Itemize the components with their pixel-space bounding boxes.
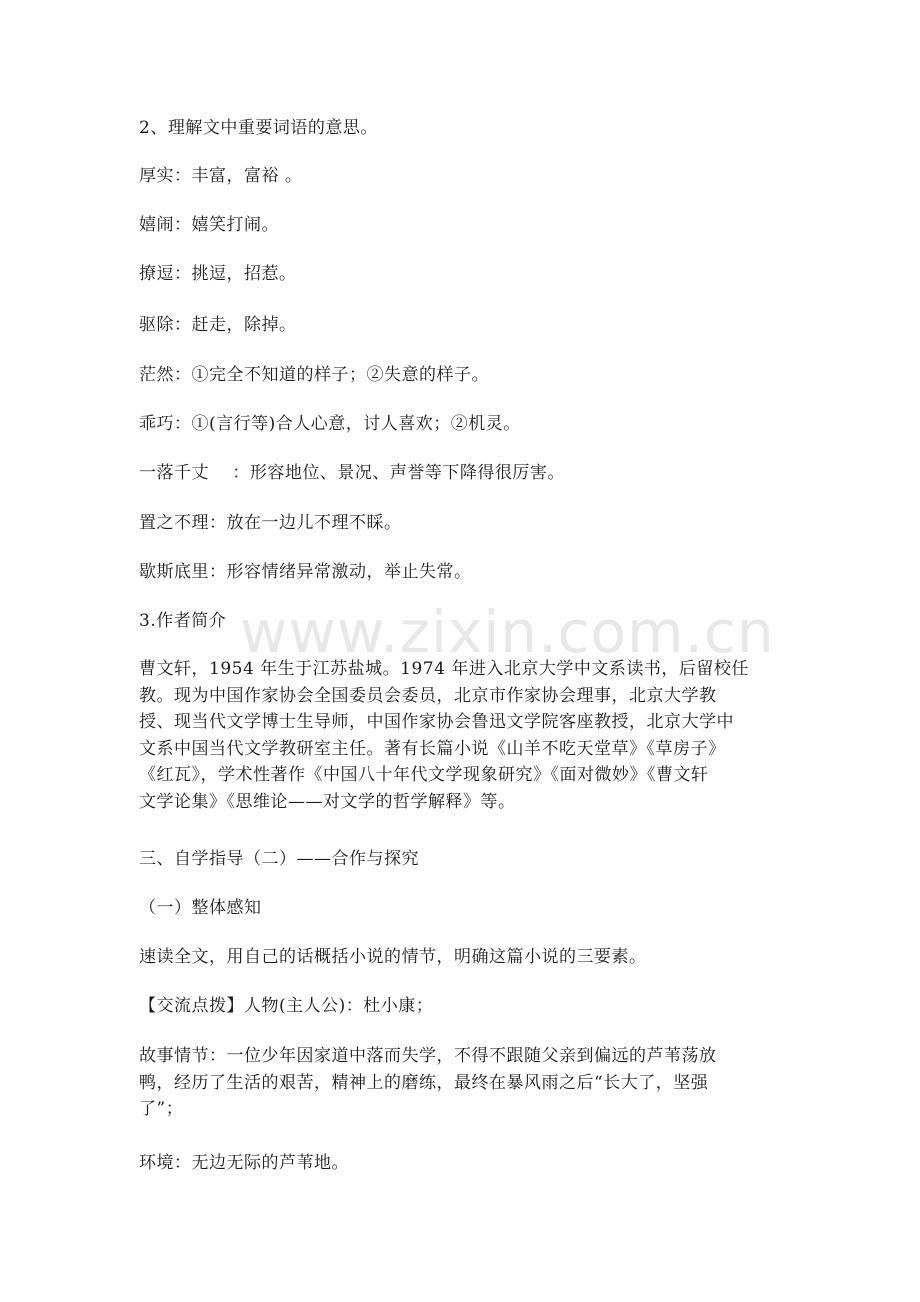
vocab-item: 置之不理：放在一边儿不理不睬。 — [139, 513, 402, 533]
plot-paragraph — [139, 1043, 779, 1123]
vocab-heading: 2、理解文中重要词语的意思。 — [139, 118, 378, 138]
vocab-item: 茫然：①完全不知道的样子；②失意的样子。 — [139, 365, 489, 385]
vocab-item: 乖巧：①(言行等)合人心意，讨人喜欢；②机灵。 — [139, 414, 521, 434]
author-bio-line: 授、现当代文学博士生导师，中国作家协会鲁迅文学院客座教授，北京大学中 — [139, 712, 734, 732]
vocab-item: 嬉闹：嬉笑打闹。 — [139, 215, 279, 235]
plot-line: 鸭，经历了生活的艰苦，精神上的磨练，最终在暴风雨之后“长大了，坚强 — [139, 1072, 709, 1093]
plot-line: 故事情节：一位少年因家道中落而失学，不得不跟随父亲到偏远的芦苇荡放 — [139, 1046, 717, 1066]
author-heading: 3.作者简介 — [139, 611, 227, 631]
plot-line: 了”； — [139, 1099, 184, 1119]
answer-characters: 【交流点拨】人物(主人公)：杜小康； — [139, 996, 434, 1016]
author-bio-line: 教。现为中国作家协会全国委员会委员，北京市作家协会理事，北京大学教 — [139, 685, 717, 706]
vocab-item: 厚实：丰富，富裕 。 — [139, 166, 303, 186]
section-title: 三、自学指导（二）——合作与探究 — [139, 849, 419, 869]
vocab-item: 撩逗：挑逗，招惹。 — [139, 264, 297, 284]
watermark: www.zixin.com.cn — [240, 598, 775, 666]
author-bio-line: 文系中国当代文学教研室主任。著有长篇小说《山羊不吃天堂草》《草房子》 — [139, 738, 726, 759]
author-bio-line: 曹文轩，1954 年生于江苏盐城。1974 年进入北京大学中文系读书，后留校任 — [139, 659, 749, 679]
vocab-item: 一落千丈 ：形容地位、景况、声誉等下降得很厉害。 — [139, 463, 565, 483]
subsection-title: （一）整体感知 — [139, 898, 262, 918]
vocab-item: 歇斯底里：形容情绪异常激动，举止失常。 — [139, 562, 472, 582]
environment-text: 环境：无边无际的芦苇地。 — [139, 1153, 349, 1173]
task-text: 速读全文，用自己的话概括小说的情节，明确这篇小说的三要素。 — [139, 947, 647, 967]
author-bio-line: 《红瓦》，学术性著作《中国八十年代文学现象研究》《面对微妙》《曹文轩 — [139, 765, 709, 785]
author-bio-line: 文学论集》《思维论——对文学的哲学解释》等。 — [139, 791, 516, 812]
vocab-item: 驱除：赶走，除掉。 — [139, 315, 297, 335]
author-bio — [139, 656, 779, 815]
